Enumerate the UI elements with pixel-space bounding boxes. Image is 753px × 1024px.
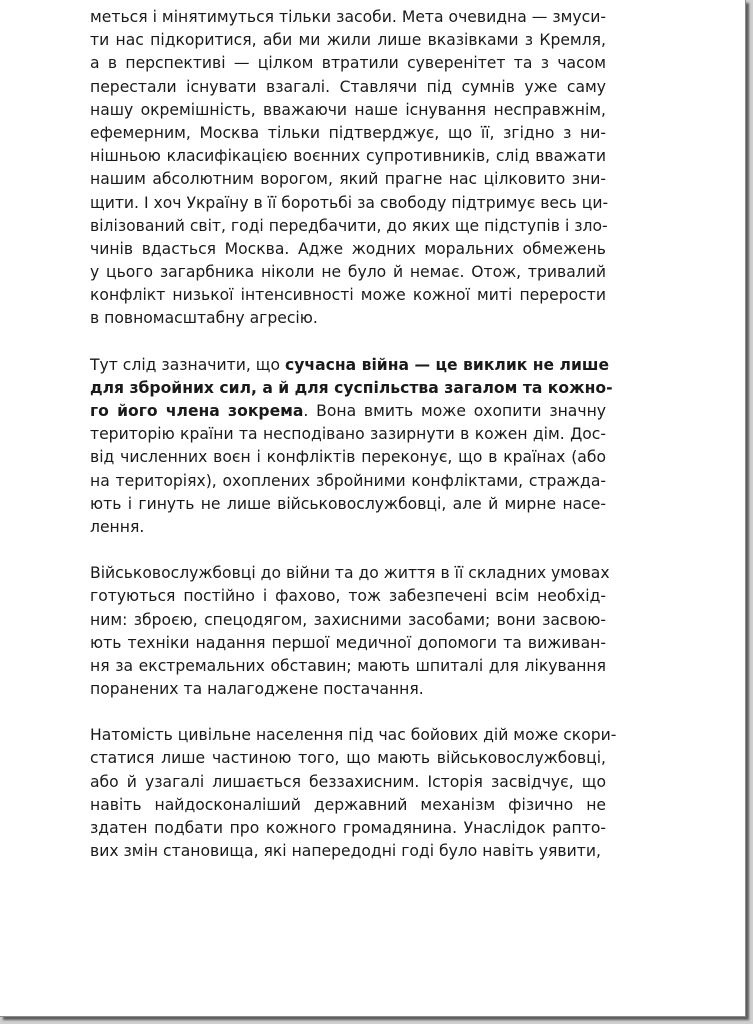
paragraph: [90, 724, 617, 863]
text-line: [90, 632, 606, 655]
text-line: [90, 840, 606, 863]
text-run: здатен подбати про кожного громадянина. Унаслідок рапто-: [90, 819, 606, 837]
text-line: [90, 817, 606, 840]
text-run: ють і гинуть не лише військовослужбовці, але й мирне насе-: [90, 494, 606, 513]
bold-text: сучасна війна — це виклик не лише: [284, 355, 610, 374]
text-run: перестали існувати взагалі. Ставлячи під сумнів уже саму: [90, 77, 606, 96]
text-run: лення.: [90, 517, 145, 536]
text-line: [90, 423, 606, 446]
text-line: [90, 794, 606, 817]
text-line: [90, 168, 606, 191]
text-run: меться і мінятимуться тільки засоби. Мета очевидна — змуси-: [90, 8, 606, 26]
text-run: чинів вдасться Москва. Адже жодних моральних обмежень: [90, 239, 606, 258]
text-run: ти нас підкоритися, аби ми жили лише вказівками з Кремля,: [90, 31, 606, 50]
text-line: [90, 284, 606, 307]
text-run: поранених та налагоджене постачання.: [90, 680, 424, 699]
text-line: [90, 470, 606, 493]
text-run: в повномасштабну агресію.: [90, 309, 318, 328]
text-line: [90, 609, 606, 632]
text-run: територію країни та несподівано зазирнути в кожен дім. Дос-: [90, 425, 606, 444]
text-run: ня за екстремальних обставин; мають шпиталі для лікування: [90, 656, 606, 675]
text-run: або й узагалі лишається беззахисним. Історія засвідчує, що: [90, 772, 606, 791]
text-line: [90, 354, 610, 377]
text-run: . Вона вмить може охопити значну: [303, 402, 607, 420]
text-line: [90, 377, 613, 400]
text-line: [90, 724, 617, 747]
text-run: навіть найдосконаліший державний механізм фізично не: [90, 795, 606, 814]
text-line: [90, 493, 606, 516]
text-run: Натомість цивільне населення під час бойових дій може скори-: [90, 726, 617, 745]
text-run: ним: зброєю, спецодягом, захисними засобами; вони засвою-: [90, 610, 606, 629]
text-run: нішньою класифікацією воєнних супротивників, слід вважати: [90, 147, 606, 166]
text-line: [90, 122, 606, 145]
text-run: від численних воєн і конфліктів переконує, що в країнах (або: [90, 448, 606, 467]
text-line: [90, 655, 606, 678]
text-run: нашу окремішність, вважаючи наше існування несправжнім,: [90, 100, 606, 119]
text-line: [90, 6, 606, 29]
text-line: [90, 145, 606, 168]
text-line: [90, 52, 606, 75]
text-line: [90, 238, 606, 261]
text-line: [90, 261, 606, 284]
text-run: ефемерним, Москва тільки підтверджує, що її, згідно з ни-: [90, 123, 606, 142]
text-line: [90, 747, 606, 770]
text-run: а в перспективі — цілком втратили суверенітет та з часом: [90, 54, 606, 73]
text-line: [90, 771, 606, 794]
text-line: [90, 585, 606, 608]
text-line: [90, 516, 606, 539]
text-run: Військовослужбовці до війни та до життя в її складних умовах: [90, 564, 610, 583]
paragraph: [90, 6, 609, 331]
text-line: [90, 562, 610, 585]
text-line: [90, 400, 606, 423]
paragraph: [90, 562, 610, 701]
text-line: [90, 307, 606, 330]
text-line: [90, 76, 606, 99]
text-line: [90, 99, 606, 122]
text-run: вих змін становища, які напередодні годі було навіть уявити,: [90, 842, 601, 861]
text-run: нашим абсолютним ворогом, який прагне нас цілковито зни-: [90, 170, 606, 189]
text-line: [90, 678, 606, 701]
text-run: Тут слід зазначити, що: [90, 355, 285, 374]
text-run: на територіях), охоплених збройними конфліктами, стражда-: [90, 471, 606, 490]
text-run: вілізований світ, годі передбачити, до яких ще підступів і зло-: [90, 216, 608, 235]
text-line: [90, 446, 606, 469]
bold-text: для збройних сил, а й для суспільства загалом та кожно-: [90, 378, 613, 397]
paragraph: [90, 354, 613, 540]
bold-text: го його члена зокрема: [90, 402, 304, 420]
text-run: готуються постійно і фахово, тож забезпечені всім необхід-: [90, 587, 606, 606]
text-run: щити. І хоч Україну в її боротьбі за свободу підтримує весь ци-: [90, 193, 609, 212]
text-line: [90, 215, 606, 238]
text-run: статися лише частиною того, що мають військовослужбовці,: [90, 749, 606, 768]
body-text: [90, 6, 617, 886]
text-run: ють техніки надання першої медичної допомоги та виживан-: [90, 633, 606, 652]
text-line: [90, 29, 606, 52]
text-run: конфлікт низької інтенсивності може кожної миті перерости: [90, 286, 606, 305]
text-run: у цього загарбника ніколи не було й немає. Отож, тривалий: [90, 263, 606, 282]
text-line: [90, 192, 609, 215]
